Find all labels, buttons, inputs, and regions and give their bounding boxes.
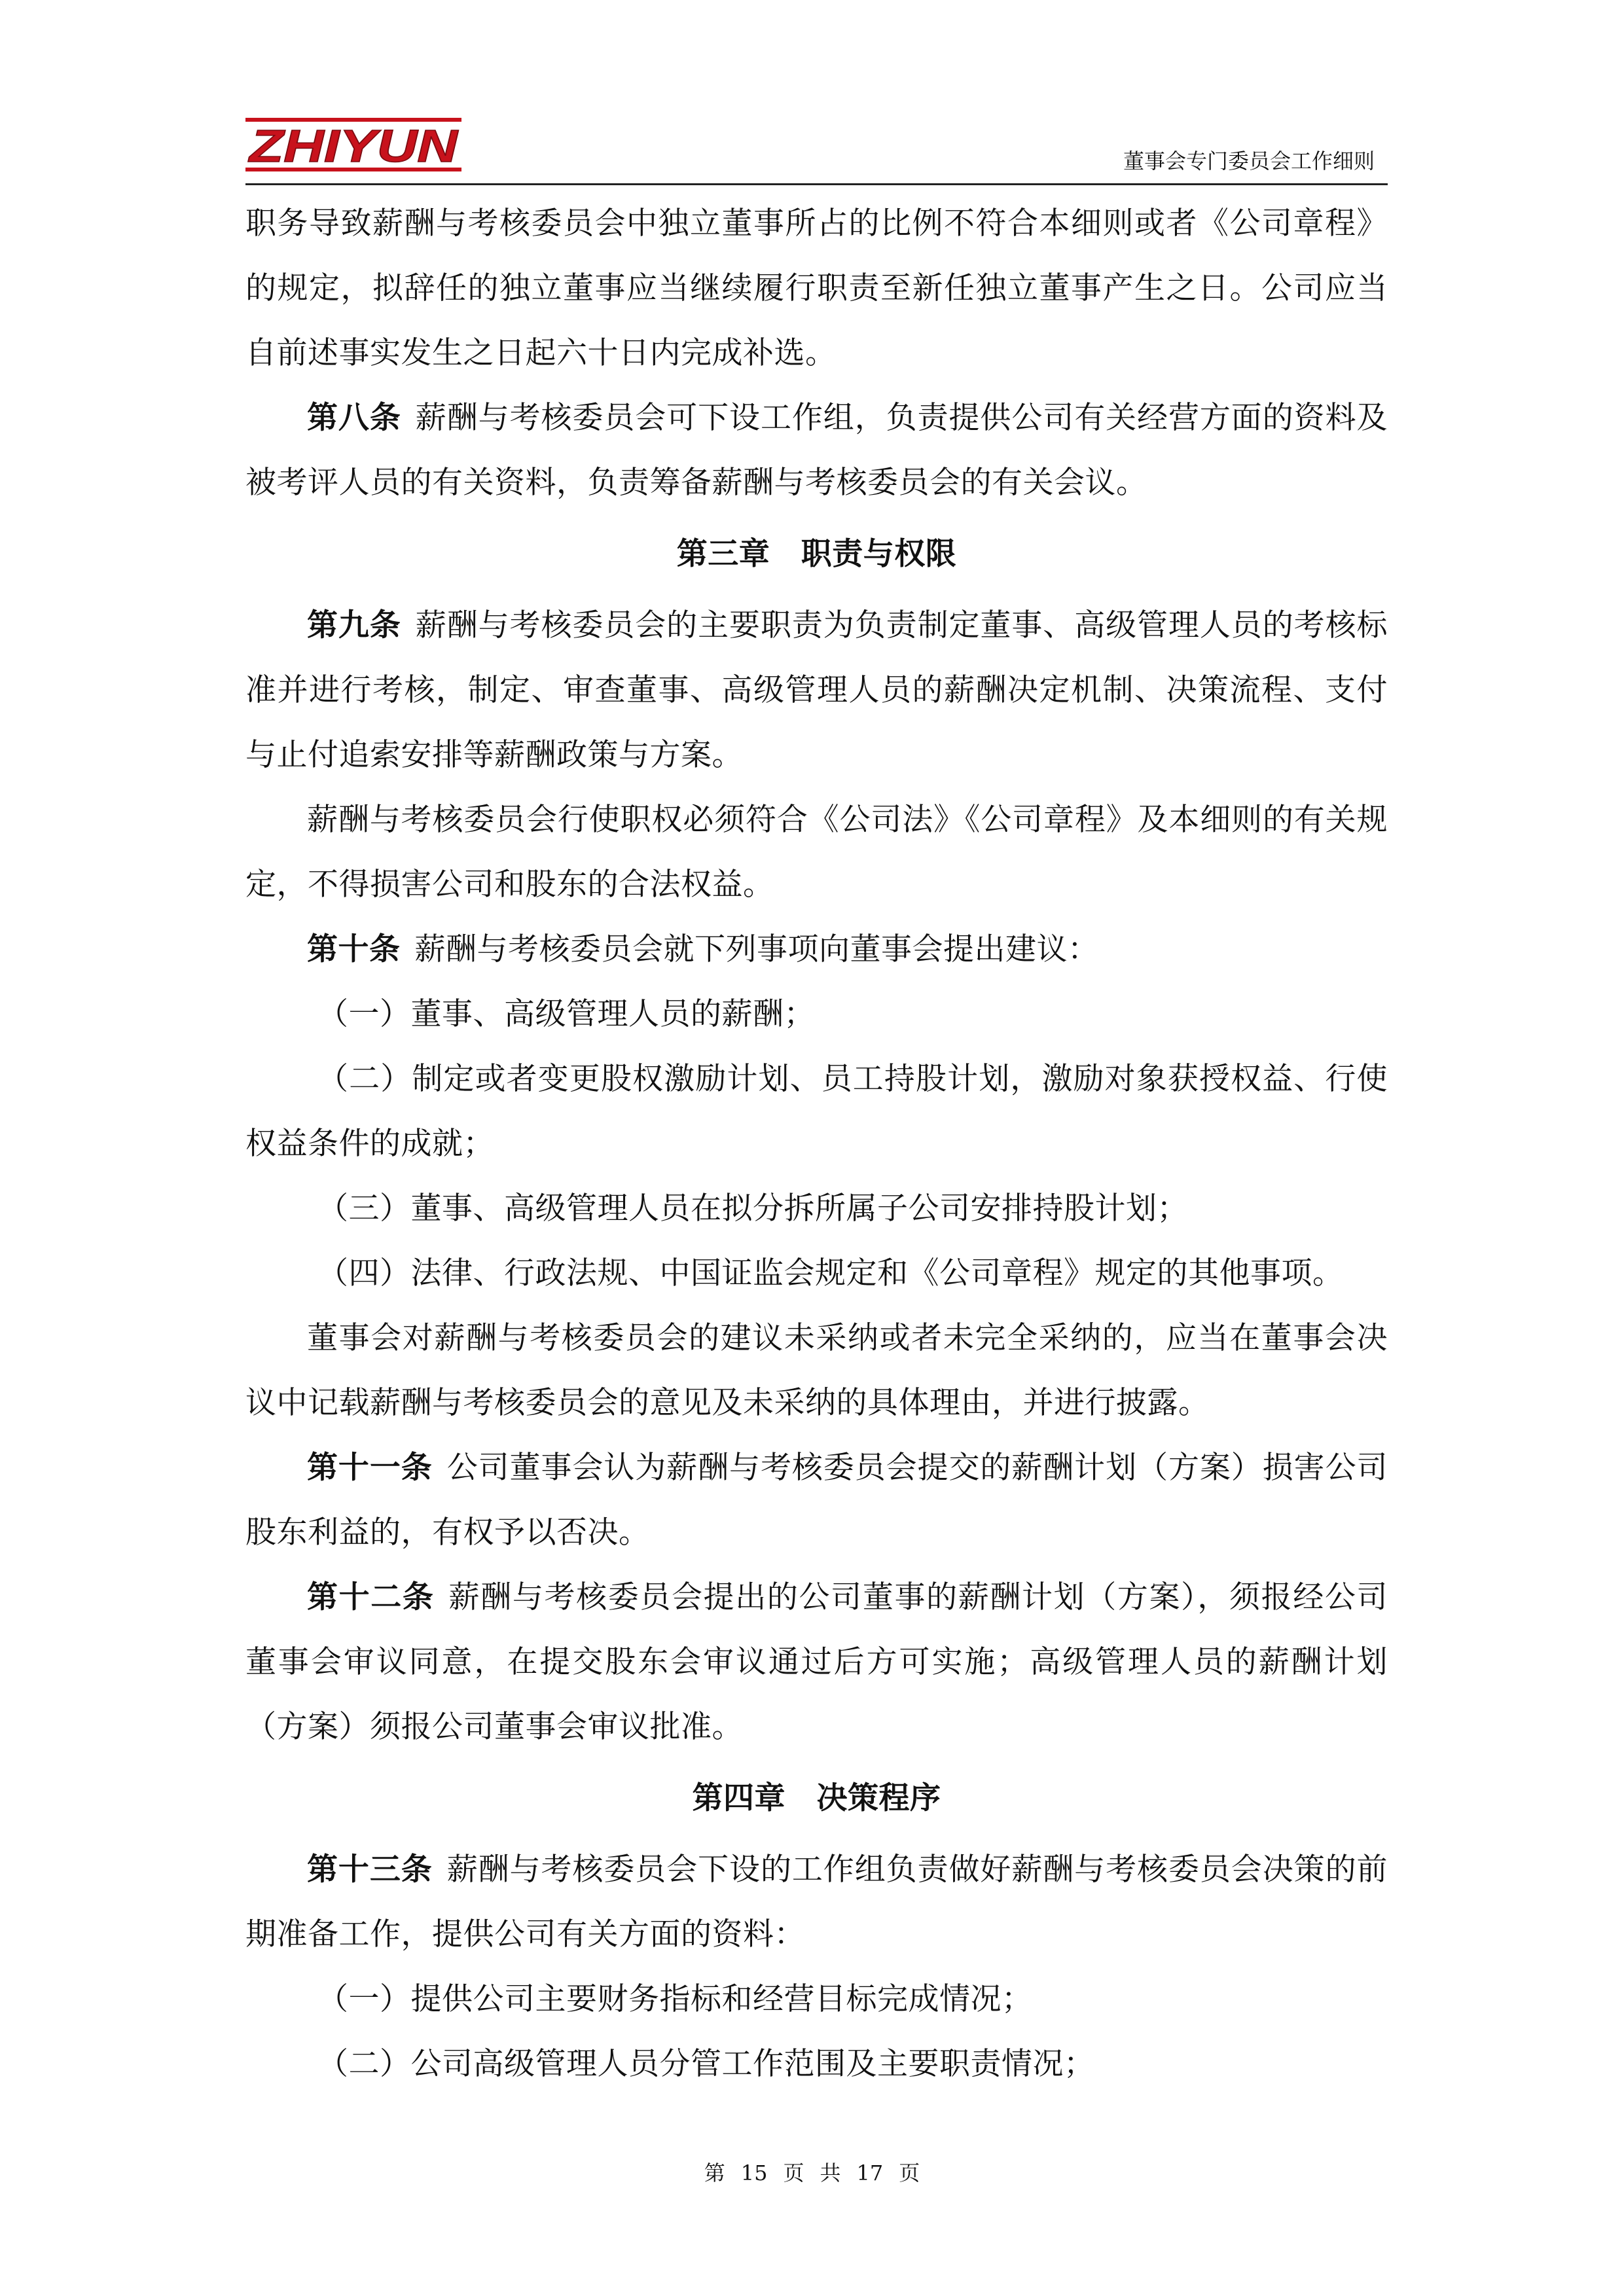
article-text: 薪酬与考核委员会的主要职责为负责制定董事、高级管理人员的考核标准并进行考核，制定、审查董事、高级管理人员的薪酬决定机制、决策流程、支付与止付追索安排等薪酬政策与方案。 xyxy=(245,607,1388,773)
article-text: 薪酬与考核委员会提出的公司董事的薪酬计划（方案），须报经公司董事会审议同意，在提交股东会审议通过后方可实施；高级管理人员的薪酬计划（方案）须报公司董事会审议批准。 xyxy=(245,1579,1388,1745)
chapter-3-heading: 第三章 职责与权限 xyxy=(676,536,957,572)
page-body xyxy=(245,191,1388,2096)
svg-text:ZHIYUN: ZHIYUN xyxy=(247,120,459,171)
article-label: 第十一条 xyxy=(307,1450,433,1486)
page-label: 共 xyxy=(820,2161,841,2185)
article-9 xyxy=(245,593,1388,787)
page-label: 页 xyxy=(783,2161,804,2185)
article-text: 公司董事会认为薪酬与考核委员会提交的薪酬计划（方案）损害公司股东利益的，有权予以否决。 xyxy=(245,1450,1388,1551)
list-item: （一）董事、高级管理人员的薪酬； xyxy=(317,996,815,1032)
page-current: 15 xyxy=(740,2161,768,2185)
list-item: （三）董事、高级管理人员在拟分拆所属子公司安排持股计划； xyxy=(317,1191,1188,1227)
article-text: 薪酬与考核委员会下设的工作组负责做好薪酬与考核委员会决策的前期准备工作，提供公司有关方面的资料： xyxy=(245,1852,1388,1952)
article-text: 薪酬与考核委员会可下设工作组，负责提供公司有关经营方面的资料及被考评人员的有关资料，负责筹备薪酬与考核委员会的有关会议。 xyxy=(245,400,1388,501)
zhiyun-logo-graphic xyxy=(245,118,461,171)
article-10-paragraph-2: 董事会对薪酬与考核委员会的建议未采纳或者未完全采纳的，应当在董事会决议中记载薪酬与考核委员会的意见及未采纳的具体理由，并进行披露。 xyxy=(245,1320,1388,1421)
page-label: 页 xyxy=(899,2161,920,2185)
list-item: （一）提供公司主要财务指标和经营目标完成情况； xyxy=(317,1981,1033,2017)
page-total: 17 xyxy=(856,2161,884,2185)
article-8 xyxy=(245,386,1388,515)
article-11 xyxy=(245,1435,1388,1565)
list-item: （二）公司高级管理人员分管工作范围及主要职责情况； xyxy=(317,2046,1095,2082)
page-footer xyxy=(0,2160,1624,2186)
article-label: 第八条 xyxy=(307,400,401,436)
article-9-paragraph-2: 薪酬与考核委员会行使职权必须符合《公司法》《公司章程》及本细则的有关规定，不得损害公司和股东的合法权益。 xyxy=(245,802,1388,903)
list-item: （四）法律、行政法规、中国证监会规定和《公司章程》规定的其他事项。 xyxy=(317,1255,1344,1291)
article-label: 第十条 xyxy=(307,931,401,967)
article-label: 第九条 xyxy=(307,607,401,643)
article-label: 第十二条 xyxy=(307,1579,435,1615)
article-12 xyxy=(245,1565,1388,1759)
article-10 xyxy=(245,917,1388,982)
page-header xyxy=(245,118,1388,183)
article-text: 薪酬与考核委员会就下列事项向董事会提出建议： xyxy=(414,931,1099,967)
header-divider xyxy=(245,183,1388,185)
document-title: 董事会专门委员会工作细则 xyxy=(1123,149,1375,173)
article-label: 第十三条 xyxy=(307,1852,433,1888)
page-label: 第 xyxy=(704,2161,725,2185)
list-item: （二）制定或者变更股权激励计划、员工持股计划，激励对象获授权益、行使权益条件的成就； xyxy=(245,1061,1388,1162)
article-13 xyxy=(245,1837,1388,1967)
chapter-4-heading: 第四章 决策程序 xyxy=(692,1780,941,1816)
company-logo xyxy=(245,118,461,171)
paragraph-art7-continued: 职务导致薪酬与考核委员会中独立董事所占的比例不符合本细则或者《公司章程》的规定，拟辞任的独立董事应当继续履行职责至新任独立董事产生之日。公司应当自前述事实发生之日起六十日内完成补选。 xyxy=(245,206,1388,371)
